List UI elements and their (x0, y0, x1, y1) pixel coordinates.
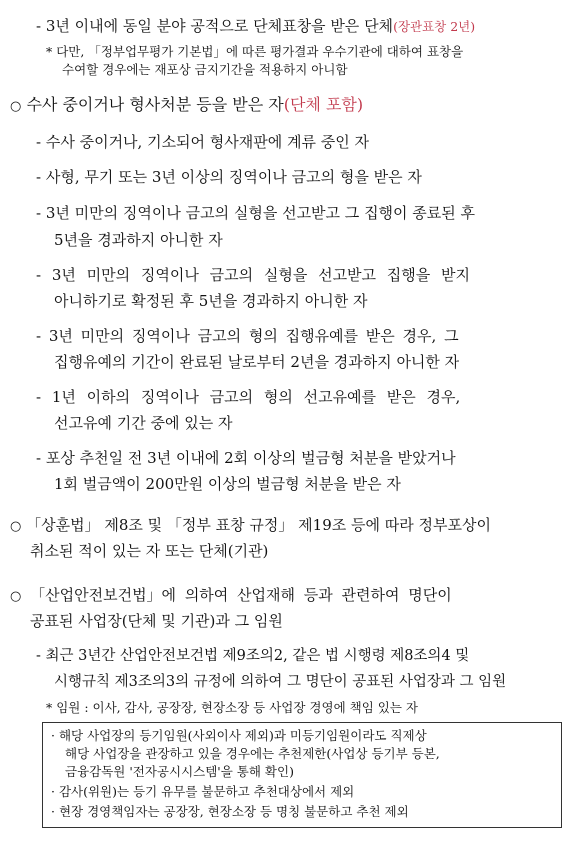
section-text-cont: 취소된 적이 있는 자 또는 단체(기관) (30, 542, 269, 560)
list-item: - 3년 미만의 징역이나 금고의 실형을 선고받고 집행을 받지 (36, 266, 471, 284)
list-item: - 1년 이하의 징역이나 금고의 형의 선고유예를 받은 경우, (36, 388, 461, 406)
footnote-line: * 다만, 「정부업무평가 기본법」에 따른 평가결과 우수기관에 대하여 표창을 (46, 44, 464, 59)
section-heading (10, 585, 452, 607)
list-item-cont: 선고유예 기간 중에 있는 자 (54, 414, 233, 432)
list-item: - 3년 미만의 징역이나 금고의 실형을 선고받고 그 집행이 종료된 후 (36, 204, 476, 222)
notes-box (42, 722, 562, 828)
section-note: (단체 포함) (283, 95, 364, 114)
section-text: 수사 중이거나 형사처분 등을 받은 자 (26, 95, 284, 114)
box-note-cont: 금융감독원 '전자공시시스템'을 통해 확인) (65, 764, 294, 779)
list-item: - 최근 3년간 산업안전보건법 제9조의2, 같은 법 시행령 제8조의4 및 (36, 648, 470, 664)
list-item: - 수사 중이거나, 기소되어 형사재판에 계류 중인 자 (36, 133, 370, 151)
box-note: · 해당 사업장의 등기임원(사외이사 제외)과 미등기임원이라도 직제상 (51, 728, 427, 743)
list-item-cont: 아니하기로 확정된 후 5년을 경과하지 아니한 자 (54, 292, 368, 310)
section-text: 「산업안전보건법」에 의하여 산업재해 등과 관련하여 명단이 (30, 586, 452, 604)
circle-bullet-icon: ○ (10, 99, 22, 114)
section-heading (10, 515, 491, 537)
list-item-cont: 집행유예의 기간이 완료된 날로부터 2년을 경과하지 아니한 자 (54, 353, 460, 371)
list-item: - 3년 미만의 징역이나 금고의 형의 집행유예를 받은 경우, 그 (36, 327, 459, 345)
list-item-cont: 시행규칙 제3조의3의 규정에 의하여 그 명단이 공표된 사업장과 그 임원 (54, 674, 507, 690)
list-item-cont: 1회 벌금액이 200만원 이상의 벌금형 처분을 받은 자 (54, 475, 401, 493)
footnote-line: 수여할 경우에는 재포상 금지기간을 적용하지 아니함 (62, 62, 348, 77)
box-note: · 현장 경영책임자는 공장장, 현장소장 등 명칭 불문하고 추천 제외 (51, 804, 409, 819)
list-item: - 포상 추천일 전 3년 이내에 2회 이상의 벌금형 처분을 받았거나 (36, 449, 456, 467)
list-item (36, 16, 475, 37)
footnote-line: * 임원 : 이사, 감사, 공장장, 현장소장 등 사업장 경영에 책임 있는 자 (46, 700, 418, 715)
box-note-cont: 해당 사업장을 관장하고 있을 경우에는 추천제한(사업상 등기부 등본, (65, 746, 440, 761)
circle-bullet-icon: ○ (10, 589, 22, 604)
item-text: - 3년 이내에 동일 분야 공적으로 단체표창을 받은 단체 (36, 17, 394, 35)
section-text: 「상훈법」 제8조 및 「정부 표창 규정」 제19조 등에 따라 정부포상이 (26, 516, 491, 534)
box-note: · 감사(위원)는 등기 유무를 불문하고 추천대상에서 제외 (51, 784, 355, 799)
section-heading (10, 95, 363, 117)
list-item: - 사형, 무기 또는 3년 이상의 징역이나 금고의 형을 받은 자 (36, 168, 422, 186)
section-text-cont: 공표된 사업장(단체 및 기관)과 그 임원 (30, 612, 283, 630)
circle-bullet-icon: ○ (10, 519, 22, 534)
list-item-cont: 5년을 경과하지 아니한 자 (54, 231, 223, 249)
award-period-note: (장관표창 2년) (393, 19, 476, 34)
